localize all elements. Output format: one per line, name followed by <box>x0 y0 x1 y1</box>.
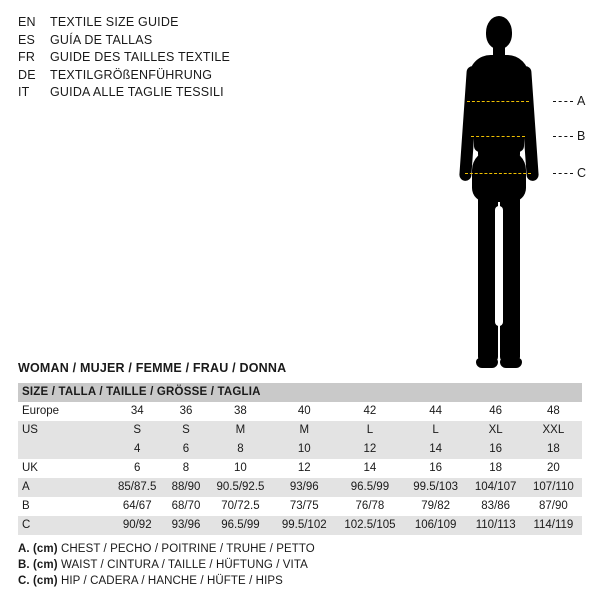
legend-line <box>18 541 578 557</box>
table-row <box>18 402 582 421</box>
cell: 114/119 <box>525 516 582 535</box>
chest-guide-line <box>467 101 529 102</box>
cell: XXL <box>525 421 582 440</box>
figure-leg-gap <box>495 206 503 326</box>
language-row <box>18 14 318 32</box>
cell: 96.5/99 <box>335 478 404 497</box>
cell: 38 <box>208 402 274 421</box>
figure-right-foot <box>500 358 522 368</box>
language-title: GUÍA DE TALLAS <box>50 32 153 47</box>
language-title: TEXTILE SIZE GUIDE <box>50 15 179 29</box>
language-row <box>18 49 318 67</box>
cell: 6 <box>164 440 207 459</box>
cell: 20 <box>525 459 582 478</box>
legend-text: WAIST / CINTURA / TAILLE / HÜFTUNG / VITA <box>60 559 308 571</box>
cell: 83/86 <box>467 497 525 516</box>
language-code: ES <box>18 32 36 47</box>
hip-guide-extension <box>553 173 573 174</box>
row-label: Europe <box>18 402 110 421</box>
figure-left-foot <box>476 358 498 368</box>
table-row <box>18 421 582 440</box>
table-header-row <box>18 383 582 402</box>
language-row <box>18 32 318 50</box>
cell: 12 <box>273 459 335 478</box>
legend-text: HIP / CADERA / HANCHE / HÜFTE / HIPS <box>60 575 283 587</box>
cell: L <box>405 421 467 440</box>
cell: 12 <box>335 440 404 459</box>
row-label: B <box>18 497 110 516</box>
language-row <box>18 67 318 85</box>
language-code: FR <box>18 50 36 64</box>
legend-key: A. (cm) <box>18 543 58 555</box>
cell: 14 <box>335 459 404 478</box>
cell: 88/90 <box>164 478 207 497</box>
table-row <box>18 440 582 459</box>
row-label: C <box>18 516 110 535</box>
cell: 85/87.5 <box>110 478 164 497</box>
row-label: US <box>18 421 110 440</box>
hip-guide-label: C <box>577 166 587 180</box>
row-label: A <box>18 478 110 497</box>
cell: 90/92 <box>110 516 164 535</box>
cell: 102.5/105 <box>335 516 404 535</box>
language-row <box>18 84 318 102</box>
cell: 34 <box>110 402 164 421</box>
language-code: IT <box>18 85 30 99</box>
cell: 14 <box>405 440 467 459</box>
cell: 93/96 <box>273 478 335 497</box>
cell: 48 <box>525 402 582 421</box>
cell: L <box>335 421 404 440</box>
cell: 46 <box>467 402 525 421</box>
cell: 4 <box>110 440 164 459</box>
cell: 76/78 <box>335 497 404 516</box>
figure-right-leg <box>500 190 520 362</box>
language-title: GUIDE DES TAILLES TEXTILE <box>50 50 231 64</box>
cell: 44 <box>405 402 467 421</box>
table-row <box>18 516 582 535</box>
cell: 90.5/92.5 <box>208 478 274 497</box>
cell: 73/75 <box>273 497 335 516</box>
cell: 8 <box>208 440 274 459</box>
cell: 79/82 <box>405 497 467 516</box>
section-title-woman: WOMAN / MUJER / FEMME / FRAU / DONNA <box>18 361 287 375</box>
row-label: UK <box>18 459 110 478</box>
cell: 18 <box>467 459 525 478</box>
waist-guide-extension <box>553 136 573 137</box>
cell: 107/110 <box>525 478 582 497</box>
cell: 16 <box>467 440 525 459</box>
cell: 99.5/102 <box>273 516 335 535</box>
chest-guide-extension <box>553 101 573 102</box>
legend-text: CHEST / PECHO / POITRINE / TRUHE / PETTO <box>60 543 315 555</box>
row-label <box>18 440 110 459</box>
cell: 6 <box>110 459 164 478</box>
language-header-list <box>18 14 318 102</box>
measurement-figure <box>405 10 595 375</box>
hip-guide-line <box>465 173 531 174</box>
size-table <box>18 383 582 535</box>
cell: 96.5/99 <box>208 516 274 535</box>
cell: 70/72.5 <box>208 497 274 516</box>
table-header-label: SIZE / TALLA / TAILLE / GRÖSSE / TAGLIA <box>18 383 582 402</box>
cell: S <box>110 421 164 440</box>
language-title: TEXTILGRÖßENFÜHRUNG <box>50 67 213 82</box>
table-row <box>18 459 582 478</box>
waist-guide-line <box>471 136 525 137</box>
cell: 106/109 <box>405 516 467 535</box>
cell: 68/70 <box>164 497 207 516</box>
chest-guide-label: A <box>577 94 586 108</box>
cell: 64/67 <box>110 497 164 516</box>
cell: 110/113 <box>467 516 525 535</box>
cell: S <box>164 421 207 440</box>
language-title: GUIDA ALLE TAGLIE TESSILI <box>50 85 224 99</box>
language-code: DE <box>18 67 36 82</box>
cell: 36 <box>164 402 207 421</box>
waist-guide-label: B <box>577 129 586 143</box>
cell: 104/107 <box>467 478 525 497</box>
woman-silhouette-icon <box>445 10 555 375</box>
legend-key: B. (cm) <box>18 559 58 571</box>
legend-line <box>18 557 578 573</box>
measurement-legend <box>18 541 578 589</box>
language-code: EN <box>18 15 36 29</box>
cell: XL <box>467 421 525 440</box>
table-row <box>18 497 582 516</box>
cell: M <box>208 421 274 440</box>
cell: 18 <box>525 440 582 459</box>
cell: 87/90 <box>525 497 582 516</box>
legend-key: C. (cm) <box>18 575 58 587</box>
cell: 8 <box>164 459 207 478</box>
cell: 42 <box>335 402 404 421</box>
cell: M <box>273 421 335 440</box>
cell: 10 <box>273 440 335 459</box>
cell: 16 <box>405 459 467 478</box>
table-row <box>18 478 582 497</box>
cell: 99.5/103 <box>405 478 467 497</box>
legend-line <box>18 573 578 589</box>
cell: 40 <box>273 402 335 421</box>
cell: 93/96 <box>164 516 207 535</box>
cell: 10 <box>208 459 274 478</box>
